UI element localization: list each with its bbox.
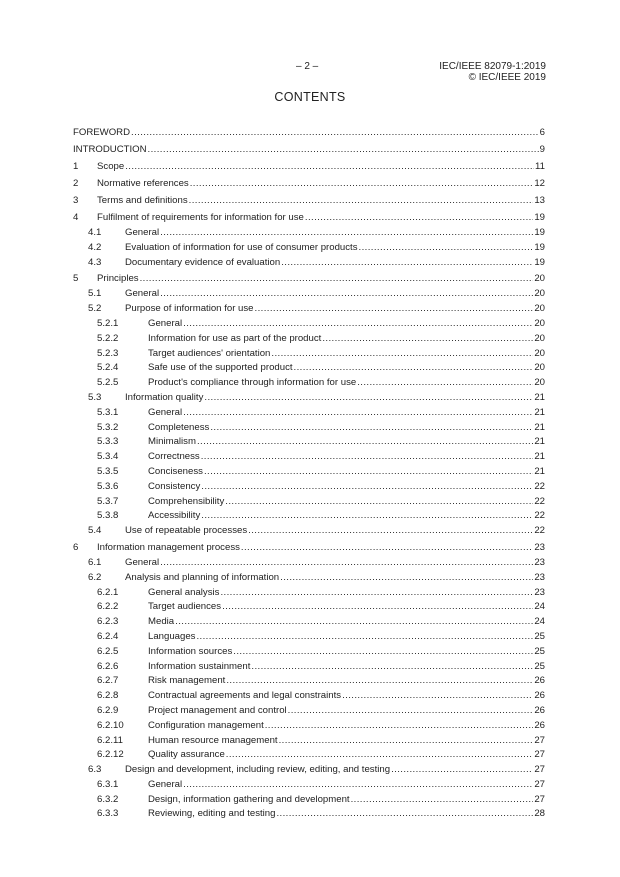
toc-entry[interactable] (73, 763, 545, 778)
toc-entry-title: Project management and control (148, 704, 287, 716)
toc-entry-title: General analysis (148, 586, 220, 598)
toc-entry-page: 27 (534, 749, 545, 761)
toc-entry[interactable] (73, 539, 545, 556)
toc-entry-page: 19 (534, 241, 545, 253)
toc-entry[interactable] (73, 450, 545, 465)
toc-entry-page: 20 (534, 332, 545, 344)
dot-leader (131, 124, 539, 141)
toc-entry[interactable] (73, 509, 545, 524)
toc-entry-page: 23 (534, 541, 545, 553)
dot-leader (357, 376, 533, 391)
toc-entry-page: 23 (534, 586, 545, 598)
toc-entry-number: 6.2.12 (97, 749, 124, 761)
toc-entry-page: 22 (534, 525, 545, 537)
toc-entry-title: Minimalism (148, 436, 196, 448)
toc-entry-page: 11 (535, 161, 545, 172)
dot-leader (305, 209, 533, 226)
toc-entry-number: 6.2.1 (97, 586, 119, 598)
dot-leader (160, 226, 533, 241)
toc-entry-page: 19 (534, 212, 545, 223)
dot-leader (197, 435, 533, 450)
toc-entry[interactable] (73, 778, 545, 793)
dot-leader (160, 287, 533, 302)
toc-entry-title: Completeness (148, 421, 210, 433)
dot-leader (342, 689, 533, 704)
toc-entry-number: 4.3 (88, 256, 102, 268)
toc-entry-page: 21 (534, 421, 545, 433)
dot-leader (201, 509, 533, 524)
toc-entry-number: 5.1 (88, 288, 102, 300)
toc-entry[interactable] (73, 793, 545, 808)
dot-leader (359, 241, 534, 256)
toc-entry-number: 6.2.7 (97, 675, 119, 687)
toc-entry-page: 22 (534, 495, 545, 507)
toc-entry-title: Information sources (148, 645, 233, 657)
toc-entry-page: 26 (534, 690, 545, 702)
toc-entry[interactable] (73, 674, 545, 689)
toc-entry-title: Terms and definitions (97, 195, 188, 206)
toc-entry-number: 6.2.3 (97, 616, 119, 628)
dot-leader (220, 586, 533, 601)
dot-leader (148, 141, 539, 158)
toc-entry-page: 21 (534, 406, 545, 418)
dot-leader (294, 361, 534, 376)
toc-entry-number: 6.3.1 (97, 778, 119, 790)
toc-entry-title: Safe use of the supported product (148, 362, 293, 374)
toc-entry[interactable] (73, 586, 545, 601)
toc-entry-title: Contractual agreements and legal constraints (148, 690, 342, 702)
toc-entry-number: 6.2.11 (97, 734, 123, 746)
toc-entry-number: 5.3.1 (97, 406, 119, 418)
dot-leader (226, 748, 534, 763)
toc-entry-title: Media (148, 616, 175, 628)
toc-entry-title: General (148, 317, 183, 329)
toc-entry[interactable] (73, 734, 545, 749)
dot-leader (183, 406, 533, 421)
toc-entry-title: Scope (97, 161, 125, 172)
dot-leader (183, 317, 533, 332)
dot-leader (280, 571, 533, 586)
toc-entry-title: Target audiences' orientation (148, 347, 271, 359)
toc-entry-title: Information management process (97, 541, 240, 553)
toc-entry-number: 5.3 (88, 391, 102, 403)
toc-entry-number: 4.1 (88, 227, 102, 238)
toc-entry[interactable] (73, 141, 545, 158)
toc-entry-page: 28 (534, 808, 545, 820)
toc-entry-page: 20 (534, 347, 545, 359)
dot-leader (196, 630, 533, 645)
toc-entry-number: 6.3.2 (97, 793, 119, 805)
dot-leader (351, 793, 534, 808)
dot-leader (175, 615, 533, 630)
toc-entry[interactable] (73, 347, 545, 362)
toc-entry[interactable] (73, 287, 545, 302)
dot-leader (276, 807, 533, 822)
toc-entry-page: 13 (534, 195, 545, 206)
toc-entry-title: Design, information gathering and development (148, 793, 350, 805)
toc-entry-number: 6.2.2 (97, 601, 119, 613)
toc-entry-number: 1 (73, 161, 79, 172)
toc-entry-number: 5.3.6 (97, 480, 119, 492)
toc-entry[interactable] (73, 556, 545, 571)
toc-entry[interactable] (73, 748, 545, 763)
toc-entry-title: Target audiences (148, 601, 222, 613)
toc-entry-title: Risk management (148, 675, 226, 687)
toc-entry-title: General (148, 778, 183, 790)
toc-entry-title: Use of repeatable processes (125, 525, 248, 537)
toc-entry-number: 5.3.7 (97, 495, 119, 507)
toc-entry[interactable] (73, 630, 545, 645)
toc-entry[interactable] (73, 391, 545, 406)
toc-entry[interactable] (73, 480, 545, 495)
toc-entry[interactable] (73, 256, 545, 271)
toc-entry-title: Product's compliance through information for use (148, 377, 357, 389)
dot-leader (204, 391, 533, 406)
toc-entry-number: 5.2.1 (97, 317, 119, 329)
toc-entry-number: 5.2 (88, 303, 102, 315)
dot-leader (160, 556, 533, 571)
toc-entry-page: 9 (539, 144, 545, 155)
toc-entry-title: Configuration management (148, 719, 264, 731)
toc-entry-page: 20 (534, 303, 545, 315)
toc-entry-number: 6.2.10 (97, 719, 124, 731)
toc-entry-number: 5.2.4 (97, 362, 119, 374)
toc-entry-number: 5.3.5 (97, 465, 119, 477)
dot-leader (279, 734, 534, 749)
toc-entry-number: 2 (73, 178, 79, 189)
toc-entry-number: 5.3.8 (97, 510, 119, 522)
dot-leader (271, 347, 533, 362)
toc-entry[interactable] (73, 689, 545, 704)
toc-entry-page: 27 (534, 764, 545, 776)
toc-entry-number: 6.3 (88, 764, 102, 776)
toc-entry-title: Correctness (148, 451, 200, 463)
toc-entry-title: Reviewing, editing and testing (148, 808, 276, 820)
dot-leader (248, 524, 533, 539)
toc-entry-number: 6 (73, 541, 79, 553)
toc-entry-title: General (125, 288, 160, 300)
toc-entry-page: 24 (534, 616, 545, 628)
toc-entry-page: 23 (534, 556, 545, 568)
dot-leader (190, 175, 534, 192)
toc-entry-number: 4 (73, 212, 79, 223)
dot-leader (265, 719, 534, 734)
standard-number: IEC/IEEE 82079-1:2019 (439, 61, 546, 72)
dot-leader (140, 270, 534, 287)
toc-entry-title: Principles (97, 273, 139, 285)
toc-entry[interactable] (73, 645, 545, 660)
toc-entry-page: 23 (534, 571, 545, 583)
toc-entry-number: 5.2.2 (97, 332, 119, 344)
toc-entry[interactable] (73, 406, 545, 421)
dot-leader (201, 450, 534, 465)
toc-entry[interactable] (73, 317, 545, 332)
toc-entry-page: 25 (534, 630, 545, 642)
toc-entry[interactable] (73, 175, 545, 192)
toc-entry-title: Accessibility (148, 510, 201, 522)
dot-leader (189, 192, 534, 209)
toc-entry-page: 6 (539, 127, 545, 138)
document-id (439, 61, 546, 83)
toc-entry-page: 21 (534, 465, 545, 477)
toc-entry-title: Analysis and planning of information (125, 571, 280, 583)
toc-entry-page: 19 (534, 256, 545, 268)
toc-entry-number: 5 (73, 273, 79, 285)
toc-entry-title: General (125, 227, 160, 238)
dot-leader (183, 778, 533, 793)
toc-entry-page: 19 (534, 227, 545, 238)
dot-leader (226, 674, 533, 689)
toc-entry[interactable] (73, 332, 545, 347)
toc-entry-number: 6.2.9 (97, 704, 119, 716)
dot-leader (125, 158, 534, 175)
toc-entry-page: 27 (534, 734, 545, 746)
toc-entry-page: 27 (534, 778, 545, 790)
toc-entry-page: 22 (534, 480, 545, 492)
toc-entry-title: Information quality (125, 391, 204, 403)
dot-leader (322, 332, 533, 347)
dot-leader (222, 600, 533, 615)
toc-entry[interactable] (73, 124, 545, 141)
toc-entry-page: 26 (534, 719, 545, 731)
toc-entry-title: Fulfilment of requirements for information for use (97, 212, 304, 223)
toc-entry-number: 6.2.4 (97, 630, 119, 642)
toc-entry[interactable] (73, 495, 545, 510)
toc-entry-page: 21 (534, 391, 545, 403)
copyright-notice: © IEC/IEEE 2019 (468, 72, 546, 83)
toc-entry-number: 6.2.6 (97, 660, 119, 672)
toc-entry-number: 3 (73, 195, 79, 206)
toc-entry-page: 25 (534, 645, 545, 657)
toc-entry-number: 5.2.5 (97, 377, 119, 389)
toc-entry-title: FOREWORD (73, 127, 131, 138)
toc-entry-page: 20 (534, 273, 545, 285)
toc-entry-number: 5.3.3 (97, 436, 119, 448)
toc-entry-page: 20 (534, 317, 545, 329)
toc-entry-page: 25 (534, 660, 545, 672)
toc-entry[interactable] (73, 241, 545, 256)
toc-entry-title: Purpose of information for use (125, 303, 254, 315)
toc-entry-number: 6.2 (88, 571, 102, 583)
toc-entry[interactable] (73, 465, 545, 480)
dot-leader (210, 421, 533, 436)
toc-entry[interactable] (73, 192, 545, 209)
toc-entry[interactable] (73, 719, 545, 734)
toc-entry-title: Conciseness (148, 465, 203, 477)
toc-entry-title: Documentary evidence of evaluation (125, 256, 281, 268)
toc-entry-title: Quality assurance (148, 749, 225, 761)
toc-entry-title: Languages (148, 630, 196, 642)
toc-entry-number: 4.2 (88, 241, 102, 253)
toc-entry-title: INTRODUCTION (73, 144, 147, 155)
toc-entry-page: 12 (534, 178, 545, 189)
toc-entry-number: 6.1 (88, 556, 102, 568)
toc-entry-number: 6.3.3 (97, 808, 119, 820)
toc-entry-page: 24 (534, 601, 545, 613)
toc-entry[interactable] (73, 226, 545, 241)
toc-entry[interactable] (73, 209, 545, 226)
dot-leader (241, 539, 533, 556)
toc-entry-title: Design and development, including review, editing, and testing (125, 764, 391, 776)
toc-entry-page: 22 (534, 510, 545, 522)
dot-leader (255, 302, 534, 317)
toc-entry-page: 26 (534, 704, 545, 716)
toc-entry[interactable] (73, 571, 545, 586)
toc-entry-page: 20 (534, 362, 545, 374)
dot-leader (201, 480, 533, 495)
dot-leader (391, 763, 533, 778)
toc-entry[interactable] (73, 302, 545, 317)
toc-entry-title: Consistency (148, 480, 201, 492)
toc-entry-title: Normative references (97, 178, 189, 189)
toc-entry[interactable] (73, 270, 545, 287)
toc-entry-title: Evaluation of information for use of consumer products (125, 241, 358, 253)
toc-entry[interactable] (73, 361, 545, 376)
toc-entry-number: 6.2.5 (97, 645, 119, 657)
dot-leader (233, 645, 533, 660)
toc-entry[interactable] (73, 807, 545, 822)
toc-entry-page: 21 (534, 436, 545, 448)
toc-entry-page: 20 (534, 377, 545, 389)
toc-entry[interactable] (73, 615, 545, 630)
toc-entry-number: 5.4 (88, 525, 102, 537)
toc-entry-title: Human resource management (148, 734, 278, 746)
toc-entry[interactable] (73, 158, 545, 175)
dot-leader (288, 704, 534, 719)
toc-entry-page: 26 (534, 675, 545, 687)
toc-entry[interactable] (73, 704, 545, 719)
toc-entry-number: 6.2.8 (97, 690, 119, 702)
toc-entry-title: Information sustainment (148, 660, 251, 672)
dot-leader (225, 495, 533, 510)
page-number: – 2 – (296, 61, 319, 72)
toc-entry-title: Comprehensibility (148, 495, 225, 507)
toc-entry-page: 20 (534, 288, 545, 300)
table-of-contents (73, 124, 545, 822)
toc-entry-number: 5.3.2 (97, 421, 119, 433)
toc-entry-number: 5.3.4 (97, 451, 119, 463)
page-title: CONTENTS (274, 90, 346, 104)
toc-entry[interactable] (73, 524, 545, 539)
toc-entry-page: 27 (534, 793, 545, 805)
toc-entry[interactable] (73, 376, 545, 391)
toc-entry[interactable] (73, 600, 545, 615)
toc-entry-page: 21 (534, 451, 545, 463)
toc-entry-title: Information for use as part of the product (148, 332, 322, 344)
toc-entry-title: General (148, 406, 183, 418)
toc-entry[interactable] (73, 421, 545, 436)
toc-entry-number: 5.2.3 (97, 347, 119, 359)
dot-leader (204, 465, 533, 480)
dot-leader (281, 256, 533, 271)
toc-entry[interactable] (73, 660, 545, 675)
dot-leader (251, 660, 533, 675)
toc-entry[interactable] (73, 435, 545, 450)
toc-entry-title: General (125, 556, 160, 568)
